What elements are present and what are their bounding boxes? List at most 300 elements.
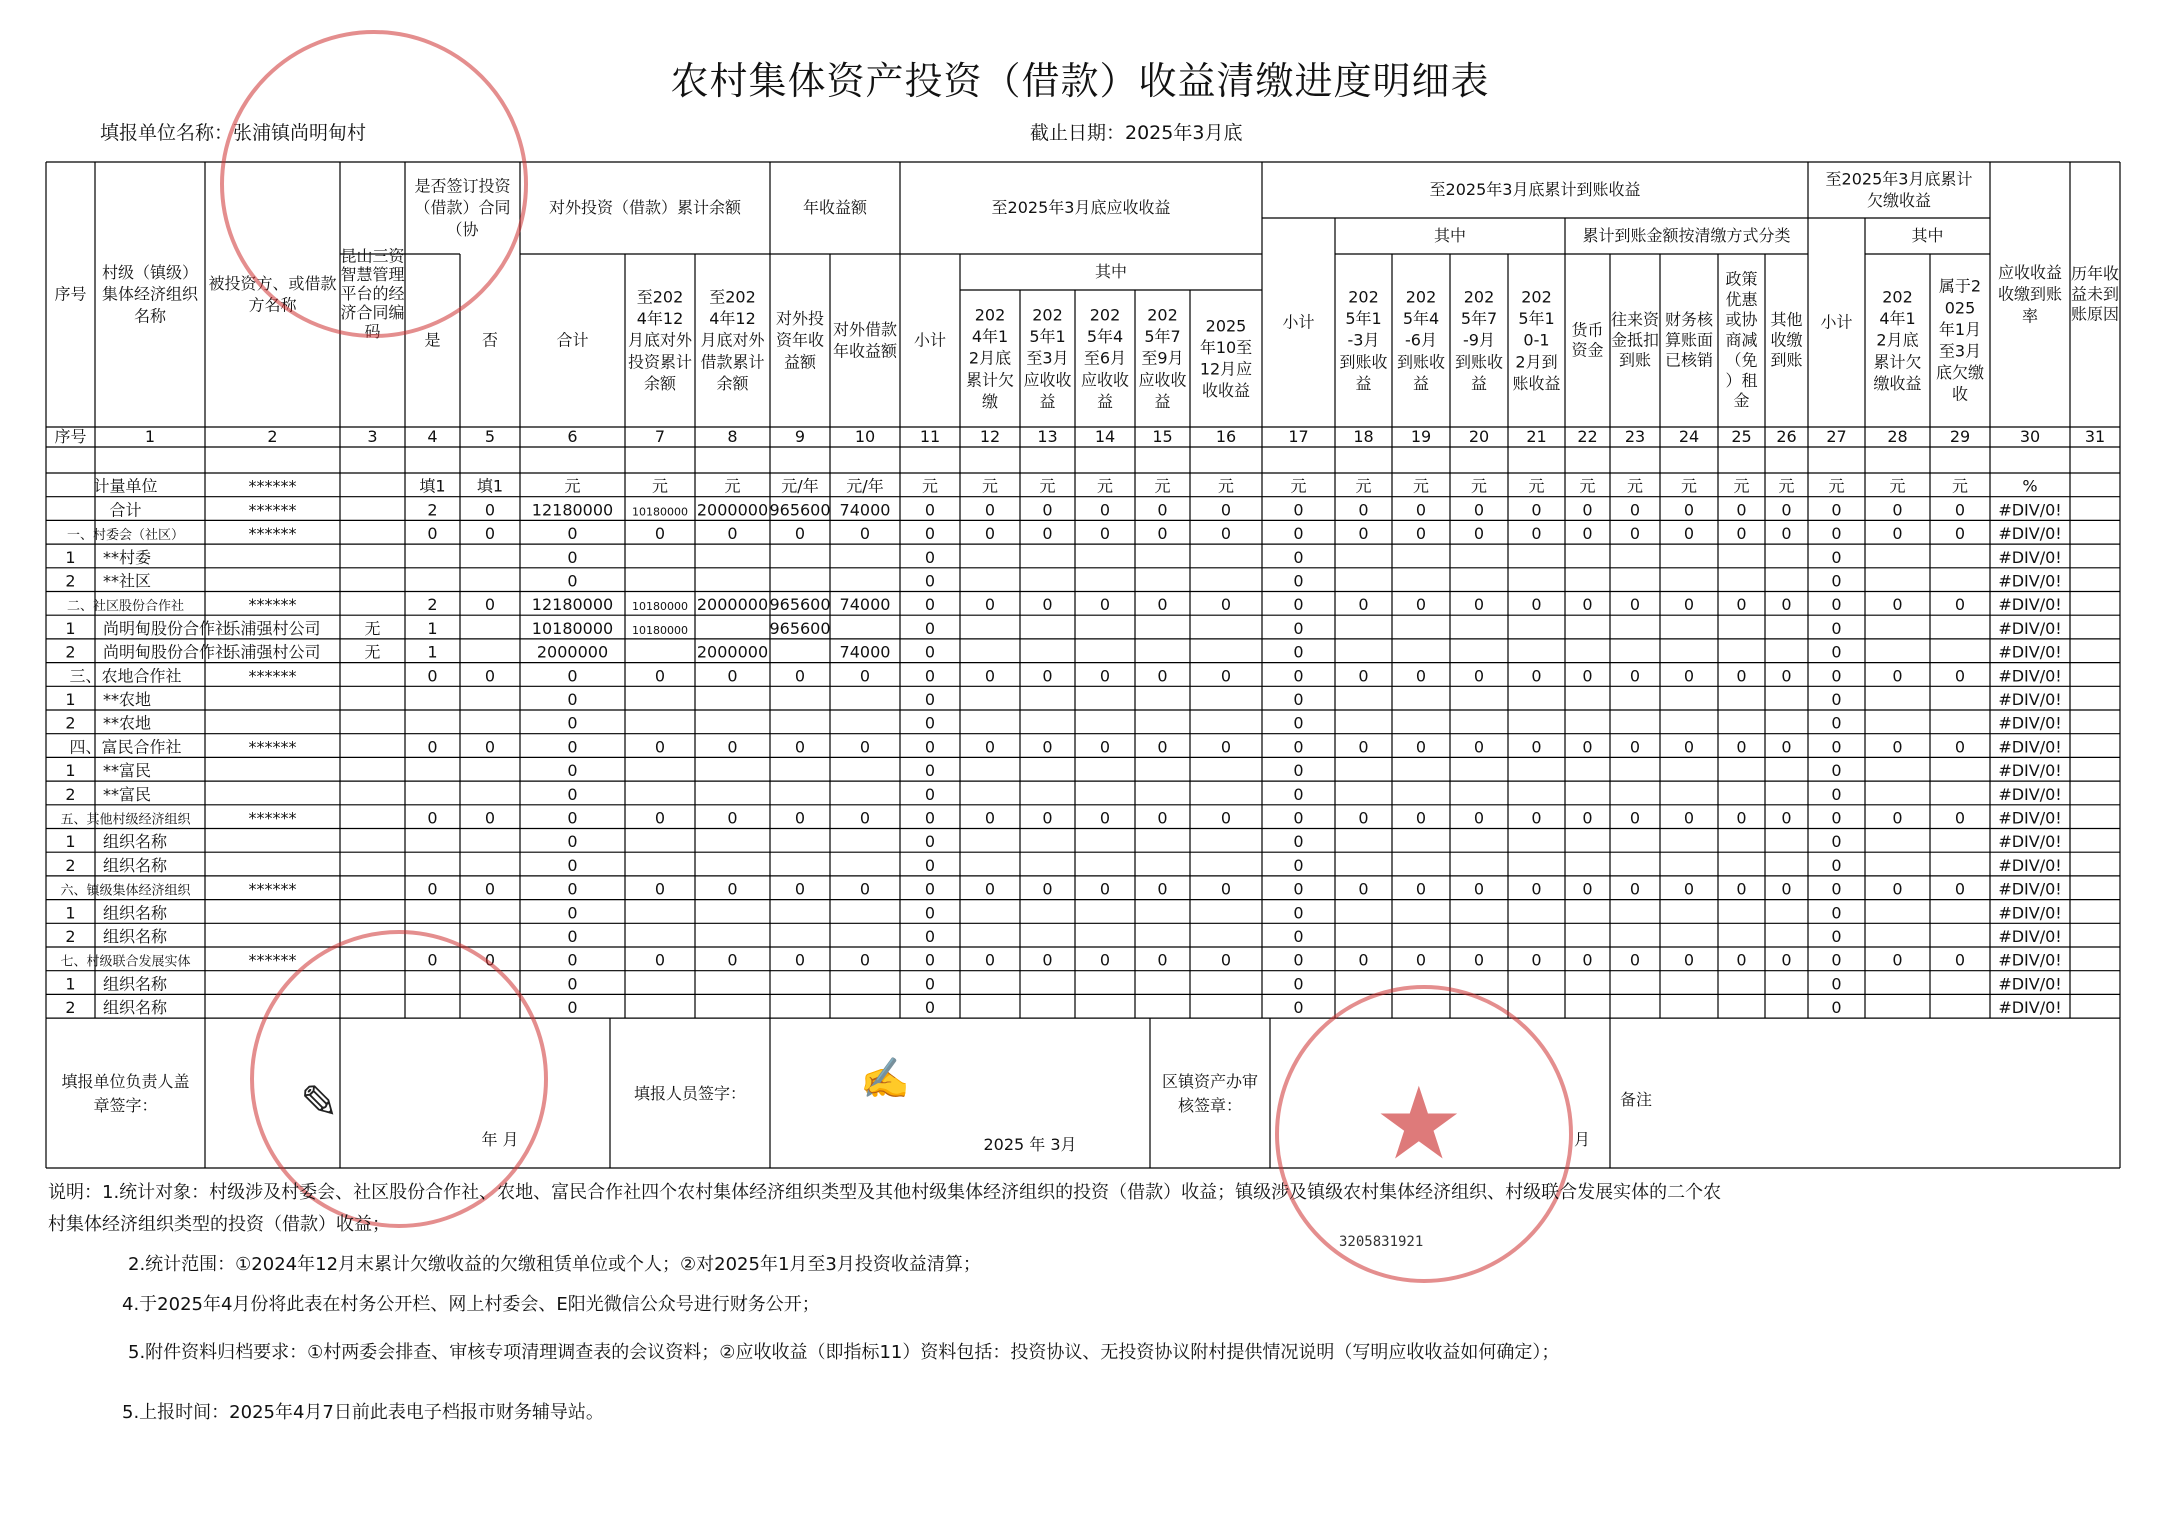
table-cell: 0	[859, 808, 871, 828]
header-receivable-sub: 其中	[1094, 262, 1128, 282]
table-cell: 0	[1358, 595, 1369, 615]
table-cell: 0	[1954, 808, 1966, 828]
table-cell: 0	[1473, 879, 1485, 899]
header-arrears-2024: 202 4年1 2月底累计欠缴	[965, 305, 1015, 411]
table-cell: 0	[1473, 524, 1485, 544]
table-cell: 0	[567, 974, 578, 994]
table-cell: 10180000	[632, 505, 688, 519]
table-cell: 0	[654, 524, 666, 544]
table-cell: 0	[1531, 879, 1542, 899]
index-cell: 6	[567, 427, 578, 446]
table-cell: 元/年	[846, 476, 884, 496]
header-received-q3: 202 5年7 -9月到账收益	[1454, 287, 1504, 393]
table-cell: ******	[248, 524, 297, 544]
table-cell: #DIV/0!	[1998, 974, 2062, 994]
table-cell: #DIV/0!	[1998, 998, 2062, 1018]
table-cell: 0	[654, 737, 666, 757]
header-received-sub: 其中	[1433, 226, 1467, 246]
row-org-name: **村委	[103, 547, 152, 567]
header-arrears-2024-balance: 202 4年1 2月底累计欠缴收益	[1873, 287, 1922, 393]
table-cell: 0	[924, 737, 936, 757]
table-cell: 0	[1831, 808, 1842, 828]
table-cell: 0	[1415, 595, 1427, 615]
table-cell: 0	[1358, 879, 1369, 899]
table-cell: 0	[1415, 524, 1427, 544]
header-received-q1: 202 5年1 -3月到账收益	[1339, 287, 1388, 393]
table-cell: 0	[924, 690, 936, 709]
stamp-code: 3205831921	[1339, 1234, 1424, 1250]
header-receivable-group: 至2025年3月底应收收益	[991, 198, 1171, 218]
header-receivable-q4: 2025 年10至 12月应收收益	[1199, 316, 1253, 401]
table-cell: 元/年	[781, 476, 819, 496]
table-cell: #DIV/0!	[1998, 595, 2062, 615]
table-cell: #DIV/0!	[1998, 666, 2062, 686]
table-cell: 元	[921, 476, 939, 496]
table-cell: 0	[1582, 808, 1593, 828]
note-1-cont: 村集体经济组织类型的投资（借款）收益；	[48, 1214, 390, 1235]
table-cell: 0	[924, 808, 936, 828]
table-cell: #DIV/0!	[1998, 737, 2062, 757]
table-cell: 元	[981, 476, 999, 496]
table-cell: 0	[484, 524, 496, 544]
table-cell: 0	[794, 808, 806, 828]
table-cell: 0	[1629, 500, 1641, 520]
table-cell: 0	[727, 950, 738, 970]
row-seq: 1	[65, 761, 76, 781]
table-cell: 0	[1683, 524, 1695, 544]
table-cell: #DIV/0!	[1998, 950, 2062, 970]
table-cell: #DIV/0!	[1998, 618, 2062, 638]
header-counterparty: 被投资方、或借款方名称	[208, 273, 337, 315]
table-cell: 0	[1582, 500, 1593, 520]
header-received-subtotal: 小计	[1282, 312, 1315, 332]
table-cell: 0	[1415, 666, 1427, 686]
row-seq: 1	[65, 547, 76, 567]
table-cell: 965600	[769, 595, 831, 615]
table-cell: 0	[427, 666, 438, 686]
index-cell: 17	[1288, 427, 1309, 446]
village-committee-seal	[220, 30, 528, 338]
table-cell: 0	[984, 950, 996, 970]
row-seq: 2	[65, 784, 76, 804]
table-cell: 0	[1629, 737, 1641, 757]
table-cell: 0	[1099, 524, 1111, 544]
table-cell: 0	[1629, 808, 1641, 828]
review-label: 区镇资产办审核签章：	[1161, 1071, 1259, 1116]
table-cell: 0	[1099, 808, 1111, 828]
table-cell: 元	[1778, 476, 1795, 496]
table-cell: 0	[1831, 950, 1842, 970]
table-cell: 0	[1954, 500, 1966, 520]
header-invest-annual: 对外投资年收益额	[775, 309, 825, 372]
table-cell: 0	[1831, 761, 1842, 781]
header-collection-rate: 应收收益收缴到账率	[1997, 263, 2063, 326]
header-arrears-sub: 其中	[1911, 226, 1944, 246]
table-cell: #DIV/0!	[1998, 524, 2062, 544]
table-cell: 0	[567, 832, 578, 852]
table-cell: 0	[1293, 524, 1304, 544]
index-cell: 12	[979, 427, 1001, 446]
table-cell: 0	[727, 666, 738, 686]
table-cell: 0	[1220, 524, 1232, 544]
table-cell: 0	[1629, 950, 1641, 970]
row-seq: 2	[65, 998, 76, 1018]
table-cell: 0	[1736, 595, 1747, 615]
table-cell: 0	[1582, 950, 1593, 970]
header-invest-balance: 至202 4年12 月底对外投资累计余额	[627, 287, 693, 393]
table-cell: 0	[1293, 808, 1304, 828]
table-cell: 0	[1781, 500, 1792, 520]
table-cell: 0	[1683, 595, 1695, 615]
table-cell: 2000000	[696, 642, 769, 662]
table-cell: 0	[1831, 500, 1842, 520]
table-cell: 0	[484, 737, 496, 757]
table-cell: 0	[1473, 737, 1485, 757]
table-cell: 元	[1412, 476, 1430, 496]
table-cell: 0	[484, 950, 496, 970]
leader-signature: ✎	[300, 1075, 339, 1129]
table-cell: 0	[1954, 524, 1966, 544]
table-cell: 无	[364, 618, 381, 638]
table-cell: 0	[567, 737, 578, 757]
table-cell: 0	[1531, 808, 1542, 828]
header-loan-balance: 至202 4年12 月底对外借款累计余额	[700, 287, 765, 393]
table-cell: 0	[1954, 595, 1966, 615]
table-cell: 0	[1954, 879, 1966, 899]
table-cell: 0	[924, 500, 936, 520]
table-cell: 0	[1831, 737, 1842, 757]
table-cell: 0	[1831, 903, 1842, 923]
review-date: 月	[1573, 1130, 1591, 1149]
table-cell: 元	[1355, 476, 1372, 496]
table-cell: 0	[1099, 500, 1111, 520]
index-cell: 4	[427, 427, 438, 446]
table-cell: 0	[794, 879, 806, 899]
table-cell: 0	[1892, 950, 1903, 970]
index-cell: 8	[727, 427, 738, 446]
table-cell: 0	[1629, 666, 1641, 686]
table-cell: 0	[1220, 879, 1232, 899]
table-cell: 0	[1293, 832, 1304, 852]
table-cell: 0	[1781, 879, 1792, 899]
table-cell: 0	[1293, 713, 1304, 733]
row-org-name: 组织名称	[103, 998, 168, 1018]
table-cell: 0	[484, 666, 496, 686]
table-cell: ******	[248, 666, 297, 686]
table-cell: 0	[1157, 666, 1168, 686]
header-total: 合计	[556, 330, 589, 350]
table-cell: #DIV/0!	[1998, 784, 2062, 804]
table-cell: 2	[427, 500, 438, 520]
table-cell: 0	[1831, 879, 1842, 899]
table-cell: 0	[1629, 595, 1641, 615]
table-cell: #DIV/0!	[1998, 547, 2062, 567]
table-cell: 0	[567, 761, 578, 781]
table-cell: 0	[984, 500, 996, 520]
table-cell: 元	[1828, 476, 1845, 496]
table-cell: 0	[1293, 761, 1304, 781]
table-cell: 0	[984, 737, 996, 757]
table-cell: 0	[924, 524, 936, 544]
table-cell: #DIV/0!	[1998, 761, 2062, 781]
table-cell: 0	[567, 713, 578, 733]
note-5: 5.附件资料归档要求：①村两委会排查、审核专项清理调查表的会议资料；②应收收益（即指标11）资料包括：投资协议、无投资协议附村提供情况说明（写明应收收益如何确定）；	[128, 1342, 1560, 1363]
table-cell: 2000000	[536, 642, 609, 662]
table-cell: 74000	[839, 500, 891, 520]
index-cell: 29	[1949, 427, 1971, 446]
table-cell: 0	[1042, 500, 1053, 520]
header-no: 否	[481, 330, 499, 350]
table-cell: 0	[567, 547, 578, 567]
table-cell: 0	[427, 950, 438, 970]
table-cell: 0	[924, 855, 936, 875]
table-cell: 元	[1680, 476, 1698, 496]
note-2: 2.统计范围：①2024年12月末累计欠缴收益的欠缴租赁单位或个人；②对2025年1月至3月投资收益清算；	[128, 1254, 981, 1275]
table-cell: #DIV/0!	[1998, 903, 2062, 923]
header-org-name: 村级（镇级）集体经济组织名称	[101, 263, 199, 326]
table-cell: 0	[984, 524, 996, 544]
index-cell: 序号	[54, 427, 87, 446]
index-cell: 2	[267, 427, 278, 446]
table-cell: 0	[794, 950, 806, 970]
table-cell: 0	[1415, 737, 1427, 757]
table-cell: 0	[924, 879, 936, 899]
leader-label: 填报单位负责人盖章签字：	[61, 1071, 190, 1116]
row-seq: 2	[65, 571, 76, 591]
table-cell: 0	[1582, 737, 1593, 757]
table-cell: #DIV/0!	[1998, 571, 2062, 591]
index-cell: 16	[1215, 427, 1237, 446]
table-cell: 0	[1415, 500, 1427, 520]
index-cell: 18	[1353, 427, 1374, 446]
table-cell: 0	[1831, 690, 1842, 709]
table-cell: 0	[1892, 879, 1903, 899]
table-cell: 0	[1831, 713, 1842, 733]
table-cell: 0	[1293, 903, 1304, 923]
index-cell: 9	[794, 427, 806, 446]
table-cell: 0	[1293, 784, 1304, 804]
row-org-name: 组织名称	[103, 903, 168, 923]
table-cell: 0	[727, 808, 738, 828]
table-cell: #DIV/0!	[1998, 690, 2062, 709]
table-cell: 0	[1736, 666, 1747, 686]
index-cell: 10	[854, 427, 876, 446]
header-method-group: 累计到账金额按清缴方式分类	[1582, 226, 1791, 246]
table-cell: 0	[794, 737, 806, 757]
row-category: 七、村级联合发展实体	[60, 954, 191, 970]
table-cell: ******	[248, 476, 297, 496]
table-cell: 0	[1415, 950, 1427, 970]
row-category: 计量单位	[93, 476, 158, 496]
table-cell: 0	[1042, 808, 1053, 828]
table-cell: 0	[484, 500, 496, 520]
table-cell: 元	[1889, 476, 1906, 496]
table-cell: 0	[924, 974, 936, 994]
header-loan-annual: 对外借款年收益额	[832, 319, 898, 361]
table-cell: 0	[427, 737, 438, 757]
table-cell: 0	[924, 903, 936, 923]
table-cell: 0	[1683, 500, 1695, 520]
table-cell: 0	[1220, 666, 1232, 686]
table-cell: 元	[724, 476, 741, 496]
table-cell: 0	[1954, 950, 1966, 970]
header-received-group: 至2025年3月底累计到账收益	[1429, 180, 1641, 200]
table-cell: 元	[1579, 476, 1596, 496]
header-annual-group: 年收益额	[802, 198, 868, 218]
index-cell: 26	[1776, 427, 1797, 446]
header-receivable-subtotal: 小计	[913, 330, 947, 350]
table-cell: 0	[924, 666, 936, 686]
header-receivable-q1: 202 5年1 至3月应收收益	[1023, 305, 1072, 411]
table-cell: 0	[924, 713, 936, 733]
index-cell: 23	[1624, 427, 1646, 446]
table-cell: 0	[567, 855, 578, 875]
table-cell: 0	[1157, 595, 1168, 615]
header-contract-code: 昆山三资智慧管理平台的经济合同编码	[340, 246, 405, 341]
table-cell: 元	[1217, 476, 1235, 496]
table-cell: 0	[1042, 879, 1053, 899]
table-cell: 74000	[839, 595, 891, 615]
header-offset: 往来资金抵扣到账	[1610, 310, 1660, 370]
table-cell: 0	[1220, 500, 1232, 520]
table-cell: 0	[1157, 737, 1168, 757]
table-cell: ******	[248, 879, 297, 899]
table-cell: 0	[1157, 500, 1168, 520]
table-cell: 0	[654, 950, 666, 970]
filler-signature: ✍	[860, 1056, 910, 1102]
table-cell: 0	[1892, 595, 1903, 615]
row-category: 合计	[109, 500, 142, 520]
table-cell: 0	[1781, 950, 1792, 970]
table-cell: 0	[727, 879, 738, 899]
table-cell: 乐浦强村公司	[224, 618, 321, 638]
table-cell: 0	[567, 950, 578, 970]
table-cell: 0	[1293, 974, 1304, 994]
table-cell: 0	[567, 524, 578, 544]
table-cell: 0	[1473, 666, 1485, 686]
filler-label: 填报人员签字：	[633, 1083, 747, 1103]
table-cell: 0	[1099, 666, 1111, 686]
table-cell: 0	[484, 879, 496, 899]
table-cell: 0	[1831, 784, 1842, 804]
table-cell: 0	[859, 950, 871, 970]
table-cell: 0	[859, 666, 871, 686]
table-cell: 0	[1831, 524, 1842, 544]
index-cell: 20	[1468, 427, 1490, 446]
table-cell: 10180000	[632, 600, 688, 614]
table-cell: 2	[427, 595, 438, 615]
table-cell: 0	[1157, 808, 1168, 828]
table-cell: 0	[1099, 595, 1111, 615]
header-policy: 政策优惠或协商减（免）租金	[1725, 269, 1758, 411]
table-cell: #DIV/0!	[1998, 832, 2062, 852]
table-cell: 12180000	[531, 500, 614, 520]
table-cell: 0	[1042, 524, 1053, 544]
table-cell: 0	[1293, 500, 1304, 520]
header-other: 其他收缴到账	[1770, 310, 1803, 370]
table-cell: 0	[1293, 666, 1304, 686]
table-cell: 0	[984, 879, 996, 899]
table-cell: 0	[924, 547, 936, 567]
table-cell: 0	[924, 832, 936, 852]
table-cell: 元	[1154, 476, 1171, 496]
table-cell: 0	[794, 524, 806, 544]
table-cell: 0	[654, 666, 666, 686]
table-cell: 965600	[769, 618, 831, 638]
table-cell: 0	[924, 998, 936, 1018]
table-cell: 0	[1220, 737, 1232, 757]
index-cell: 14	[1094, 427, 1116, 446]
row-seq: 1	[65, 974, 76, 994]
table-cell: 0	[1831, 595, 1842, 615]
row-category: 二、社区股份合作社	[66, 599, 185, 615]
index-cell: 1	[144, 427, 156, 446]
table-cell: 0	[1629, 879, 1641, 899]
table-cell: 0	[924, 784, 936, 804]
table-cell: 0	[1683, 879, 1695, 899]
index-cell: 13	[1037, 427, 1058, 446]
row-org-name: **农地	[103, 690, 152, 709]
row-seq: 2	[65, 642, 76, 662]
table-cell: 0	[1531, 666, 1542, 686]
header-received-q2: 202 5年4 -6月到账收益	[1396, 287, 1446, 393]
row-seq: 2	[65, 855, 76, 875]
index-cell: 25	[1731, 427, 1752, 446]
table-cell: 0	[1220, 595, 1232, 615]
table-cell: 0	[1099, 879, 1111, 899]
table-cell: 0	[1293, 690, 1304, 709]
table-cell: #DIV/0!	[1998, 808, 2062, 828]
table-cell: 0	[1831, 618, 1842, 638]
table-cell: 元	[1951, 476, 1969, 496]
index-cell: 7	[654, 427, 666, 446]
table-cell: 元	[1470, 476, 1488, 496]
header-balance-group: 对外投资（借款）累计余额	[548, 198, 742, 218]
table-cell: 0	[1831, 998, 1842, 1018]
remark-label: 备注	[1620, 1090, 1653, 1109]
table-cell: 0	[1736, 808, 1747, 828]
table-cell: %	[2022, 476, 2038, 496]
table-cell: 0	[727, 737, 738, 757]
table-cell: 0	[1736, 879, 1747, 899]
table-cell: 0	[1683, 808, 1695, 828]
table-cell: 0	[984, 808, 996, 828]
table-cell: 0	[1531, 737, 1542, 757]
table-cell: 0	[1157, 950, 1168, 970]
header-contract-signed: 是否签订投资（借款）合同（协	[414, 176, 511, 239]
filler-date: 2025 年 3月	[983, 1135, 1077, 1154]
table-cell: 0	[1473, 950, 1485, 970]
table-cell: 12180000	[531, 595, 614, 615]
row-seq: 1	[65, 832, 76, 852]
table-cell: #DIV/0!	[1998, 713, 2062, 733]
table-cell: 0	[567, 571, 578, 591]
table-cell: 1	[427, 618, 438, 638]
table-cell: 2000000	[696, 500, 769, 520]
table-cell: 0	[924, 761, 936, 781]
table-cell: 0	[1293, 737, 1304, 757]
seal-star-icon: ★	[1374, 1065, 1464, 1182]
table-cell: 0	[654, 808, 666, 828]
table-cell: 0	[1892, 737, 1903, 757]
table-cell: 1	[427, 642, 438, 662]
table-cell: #DIV/0!	[1998, 500, 2062, 520]
table-cell: 0	[1683, 950, 1695, 970]
table-cell: 0	[1831, 547, 1842, 567]
table-cell: 0	[924, 642, 936, 662]
row-seq: 2	[65, 713, 76, 733]
table-cell: 0	[984, 666, 996, 686]
